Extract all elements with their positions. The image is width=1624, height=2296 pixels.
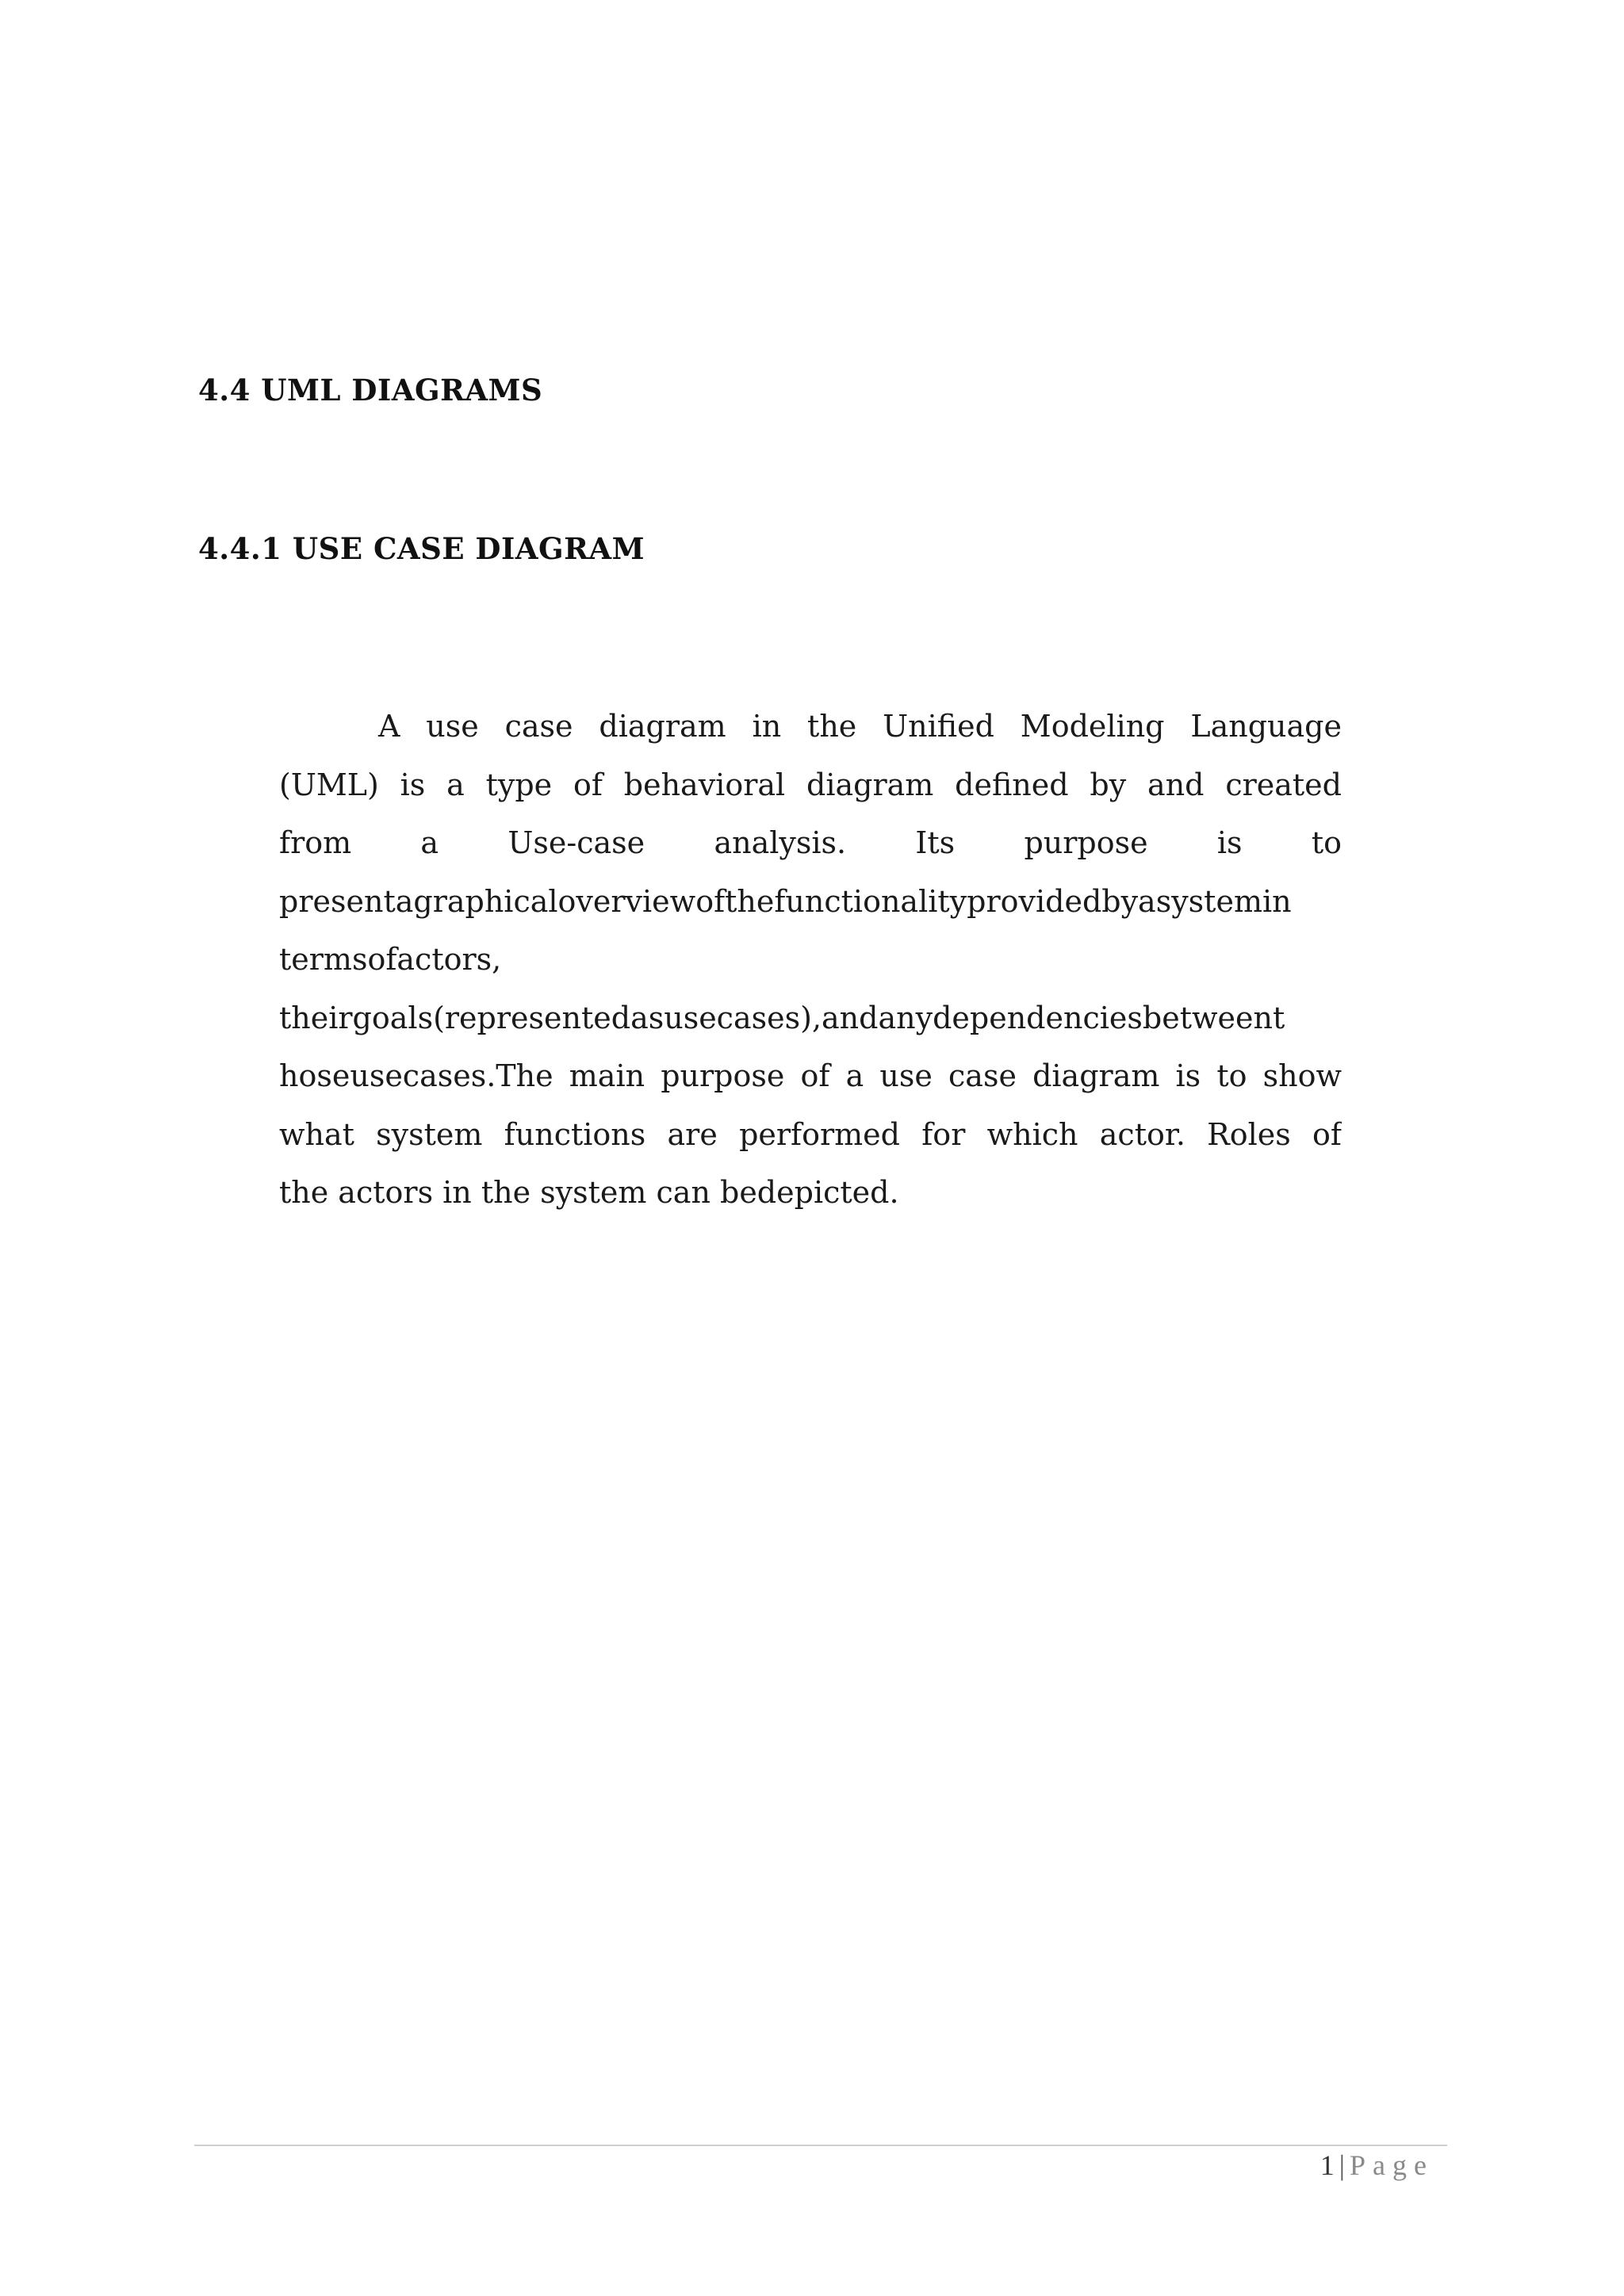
paragraph-line: (UML) is a type of behavioral diagram defined by and created xyxy=(279,767,1342,802)
page-number: 1 xyxy=(1320,2149,1335,2181)
body-paragraph xyxy=(279,698,1342,1223)
paragraph-line: from a Use-case analysis. Its purpose is to xyxy=(279,825,1342,860)
page-footer xyxy=(1320,2149,1434,2182)
page-label: Page xyxy=(1350,2149,1434,2181)
paragraph-line: termsofactors, xyxy=(279,942,502,977)
footer-divider xyxy=(194,2145,1447,2146)
subsection-heading: 4.4.1 USE CASE DIAGRAM xyxy=(198,531,645,566)
paragraph-line: presentagraphicaloverviewofthefunctionalityprovidedbyasystemin xyxy=(279,883,1292,919)
paragraph-line: the actors in the system can bedepicted. xyxy=(279,1175,899,1210)
paragraph-line: A use case diagram in the Unified Modeling Language xyxy=(378,709,1342,744)
section-heading: 4.4 UML DIAGRAMS xyxy=(198,373,543,408)
paragraph-line: hoseusecases.The main purpose of a use case diagram is to show xyxy=(279,1058,1342,1093)
footer-separator: | xyxy=(1339,2149,1346,2181)
paragraph-line: what system functions are performed for which actor. Roles of xyxy=(279,1116,1342,1152)
paragraph-line: theirgoals(representedasusecases),andanydependenciesbetweent xyxy=(279,1000,1285,1035)
